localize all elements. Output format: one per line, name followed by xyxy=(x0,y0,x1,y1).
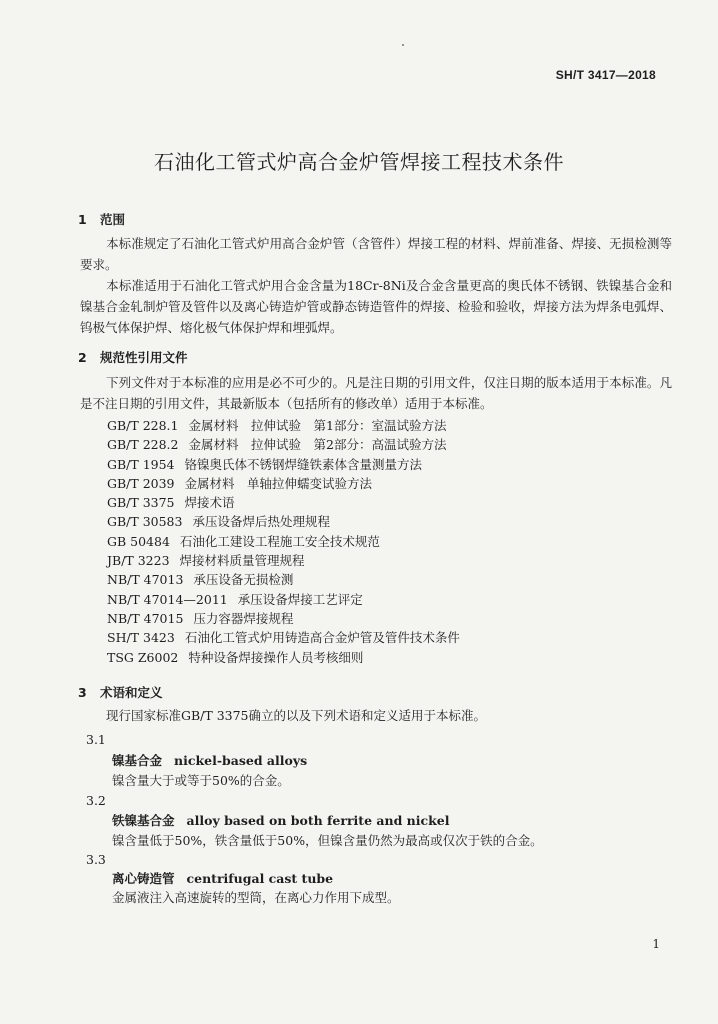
reference-title: 承压设备焊后热处理规程 xyxy=(192,514,330,530)
section-heading-1 xyxy=(78,210,125,228)
reference-item xyxy=(107,416,460,435)
reference-item xyxy=(107,648,460,667)
reference-item xyxy=(107,609,460,628)
reference-code: JB/T 3223 xyxy=(107,553,170,569)
reference-title: 焊接术语 xyxy=(184,495,235,511)
reference-title: 金属材料 单轴拉伸蠕变试验方法 xyxy=(184,475,373,491)
reference-item xyxy=(107,455,460,474)
section-title: 范围 xyxy=(100,212,126,227)
terms-intro: 现行国家标准GB/T 3375确立的以及下列术语和定义适用于本标准。 xyxy=(106,708,487,723)
term-heading xyxy=(112,751,307,769)
reference-title: 铬镍奥氏体不锈钢焊缝铁素体含量测量方法 xyxy=(184,456,423,472)
document-title: 石油化工管式炉高合金炉管焊接工程技术条件 xyxy=(154,150,564,174)
reference-code: GB/T 228.2 xyxy=(107,437,179,453)
reference-title: 金属材料 拉伸试验 第1部分：室温试验方法 xyxy=(188,418,447,433)
reference-title: 石油化工建设工程施工安全技术规范 xyxy=(179,533,380,549)
section-heading-3 xyxy=(78,683,163,701)
section-number: 1 xyxy=(78,212,87,227)
reference-item xyxy=(107,435,460,454)
reference-code: GB/T 30583 xyxy=(107,514,183,530)
reference-code: NB/T 47015 xyxy=(107,610,184,626)
scope-paragraph-2: 本标准适用于石油化工管式炉用合金含量为18Cr-8Ni及合金含量更高的奥氏体不锈钢、铁镍基合金和镍基合金轧制炉管及管件以及离心铸造炉管或静态铸造管件的焊接、检验和验收，焊接方法为焊条电弧焊、钨极气体保护焊、熔化极气体保护焊和埋弧焊。 xyxy=(80,278,672,335)
scope-paragraph-1: 本标准规定了石油化工管式炉用高合金炉管（含管件）焊接工程的材料、焊前准备、焊接、无损检测等要求。 xyxy=(80,236,672,272)
reference-title: 焊接材料质量管理规程 xyxy=(179,553,305,569)
term-heading xyxy=(112,811,449,829)
term-english: centrifugal cast tube xyxy=(186,871,334,886)
term-chinese: 离心铸造管 xyxy=(112,871,175,886)
page-number: 1 xyxy=(652,937,660,951)
term-definition: 镍含量大于或等于50%的合金。 xyxy=(112,773,290,788)
reference-title: 石油化工管式炉用铸造高合金炉管及管件技术条件 xyxy=(184,630,460,646)
reference-code: GB/T 1954 xyxy=(107,456,175,472)
reference-code: GB/T 228.1 xyxy=(107,418,179,433)
reference-item xyxy=(107,493,460,512)
term-chinese: 铁镍基合金 xyxy=(112,813,175,828)
reference-item xyxy=(107,474,460,493)
reference-title: 承压设备焊接工艺评定 xyxy=(237,591,363,607)
term-heading xyxy=(112,869,333,887)
term-english: alloy based on both ferrite and nickel xyxy=(186,813,450,828)
reference-code: NB/T 47013 xyxy=(107,572,184,588)
reference-item xyxy=(107,590,460,609)
term-number: 3.2 xyxy=(86,793,106,808)
reference-item xyxy=(107,512,460,531)
scan-speck xyxy=(402,44,404,46)
reference-item xyxy=(107,570,460,589)
term-number: 3.1 xyxy=(86,732,106,747)
reference-item xyxy=(107,551,460,570)
reference-code: GB/T 3375 xyxy=(107,495,175,511)
reference-code: TSG Z6002 xyxy=(107,649,179,665)
references-intro: 下列文件对于本标准的应用是必不可少的。凡是注日期的引用文件，仅注日期的版本适用于本标准。凡是不注日期的引用文件，其最新版本（包括所有的修改单）适用于本标准。 xyxy=(80,375,672,411)
reference-code: SH/T 3423 xyxy=(107,630,175,646)
section-number: 2 xyxy=(78,350,87,365)
section-title: 术语和定义 xyxy=(100,685,163,700)
reference-item xyxy=(107,532,460,551)
section-number: 3 xyxy=(78,685,87,700)
reference-code: GB 50484 xyxy=(107,533,170,549)
term-number: 3.3 xyxy=(86,852,106,867)
section-heading-2 xyxy=(78,348,188,366)
reference-title: 金属材料 拉伸试验 第2部分：高温试验方法 xyxy=(188,437,447,453)
term-chinese: 镍基合金 xyxy=(112,753,163,768)
term-definition: 镍含量低于50%，铁含量低于50%，但镍含量仍然为最高或仅次于铁的合金。 xyxy=(112,833,543,848)
standard-number: SH/T 3417—2018 xyxy=(555,68,656,82)
reference-item xyxy=(107,628,460,647)
reference-code: GB/T 2039 xyxy=(107,475,175,491)
reference-code: NB/T 47014—2011 xyxy=(107,591,228,607)
term-english: nickel-based alloys xyxy=(174,753,308,768)
term-definition: 金属液注入高速旋转的型筒，在离心力作用下成型。 xyxy=(112,890,400,905)
reference-title: 承压设备无损检测 xyxy=(193,572,294,588)
reference-title: 压力容器焊接规程 xyxy=(193,610,294,626)
reference-list xyxy=(107,416,460,667)
section-title: 规范性引用文件 xyxy=(100,350,188,365)
reference-title: 特种设备焊接操作人员考核细则 xyxy=(188,649,364,665)
